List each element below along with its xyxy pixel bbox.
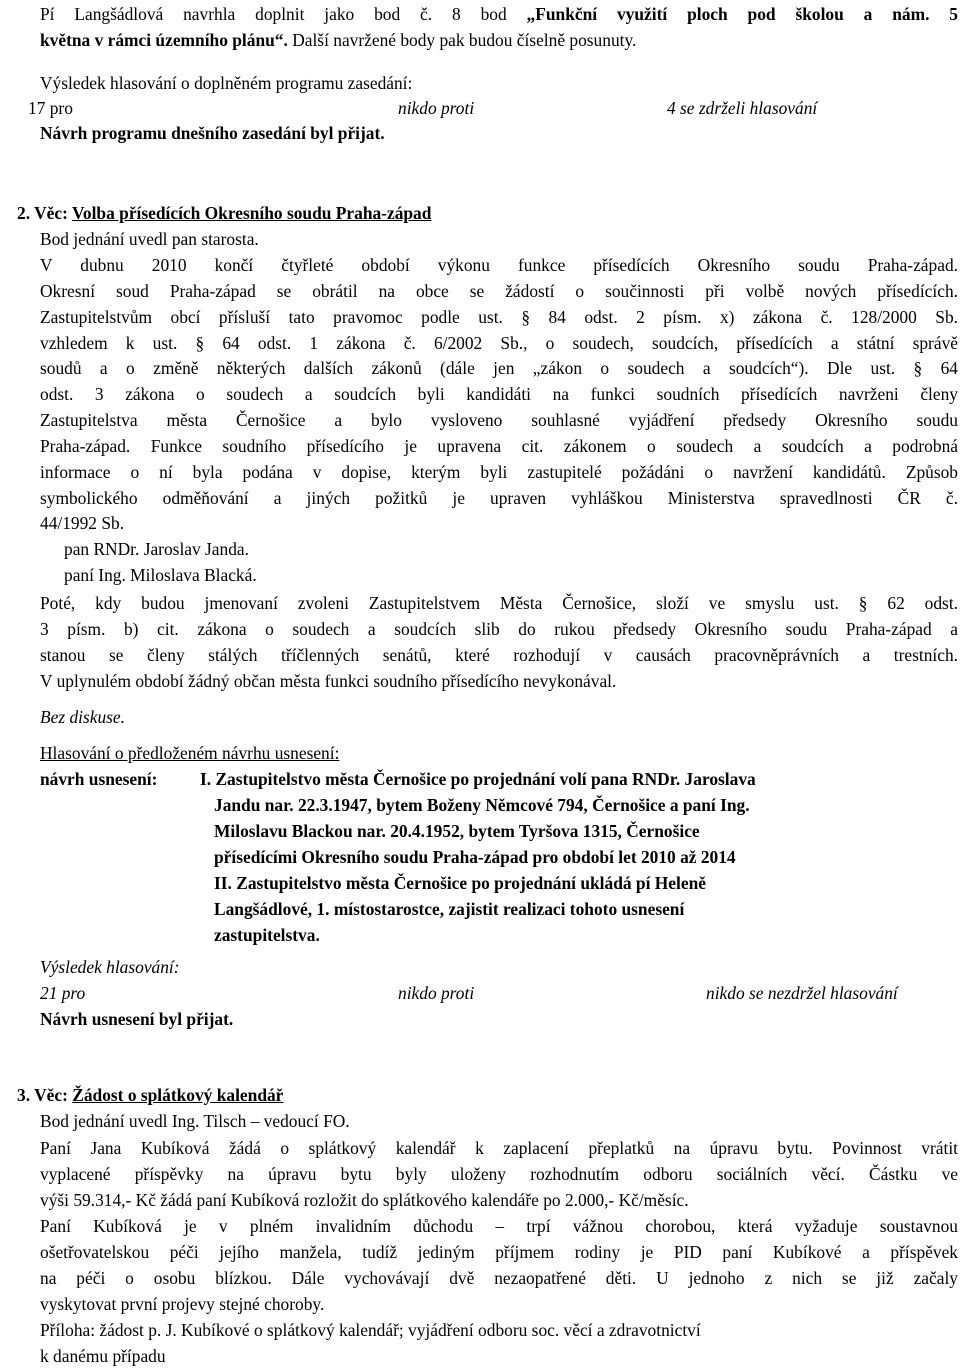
item2-body-line: Zastupitelstva města Černošice a bylo vysloveno souhlasné vyjádření předsedy Okresního soudu (40, 410, 958, 430)
item2-resolution-line: I. Zastupitelstvo města Černošice po projednání volí pana RNDr. Jaroslava (200, 769, 756, 789)
item3-para2-line: ošetřovatelskou péči jejího manžela, tudíž jediným příjmem rodiny je PID paní Kubíkové a příspěvek (40, 1242, 958, 1262)
item2-presenter: Bod jednání uvedl pan starosta. (40, 229, 259, 249)
item2-vote-against: nikdo proti (398, 983, 475, 1003)
item3-para1-line: vyplacené příspěvky na úpravu bytu byly uloženy rozhodnutím odboru sociálních věcí. Částku ve (40, 1164, 958, 1184)
item2-oath-line: stanou se členy stálých tříčlenných senátů, které rozhodují v causách pracovněprávních a trestních. (40, 645, 958, 665)
item2-body-line: informace o ní byla podána v dopise, kterým byli zastupitelé požádáni o navržení kandidátů. Způsob (40, 462, 958, 482)
item2-candidate: paní Ing. Miloslava Blacká. (64, 565, 257, 585)
intro-line-2 (40, 28, 636, 54)
item3-attachment-line: k danému případu (40, 1346, 166, 1366)
item2-body-line: Praha-západ. Funkce soudního přísedícího je upravena cit. zákonem o soudech a soudcích a podrobná (40, 436, 958, 456)
item2-body-line: vzhledem k ust. § 64 odst. 1 zákona č. 6/2002 Sb., o soudech, soudcích, přísedících a státní správě (40, 333, 958, 353)
item2-body-line: Zastupitelstvům obcí přísluší tato pravomoc podle ust. § 84 odst. 2 písm. x) zákona č. 128/2000 Sb. (40, 307, 958, 327)
item2-vote-abstain: nikdo se nezdržel hlasování (706, 983, 898, 1003)
item2-oath-line: Poté, kdy budou jmenovaní zvoleni Zastupitelstvem Města Černošice, složí ve smyslu ust. § 62 odst. (40, 593, 958, 613)
item2-body-line: V dubnu 2010 končí čtyřleté období výkonu funkce přísedících Okresního soudu Praha-západ. (40, 255, 958, 275)
item2-vote-result-heading: Výsledek hlasování: (40, 957, 180, 977)
item2-oath-line: V uplynulém období žádný občan města funkci soudního přísedícího nevykonával. (40, 671, 617, 691)
item2-resolution-line: přísedícími Okresního soudu Praha-západ pro období let 2010 až 2014 (214, 847, 736, 867)
item2-body-line: 44/1992 Sb. (40, 513, 125, 533)
item2-body-line: odst. 3 zákona o soudech a soudcích byli kandidáti na funkci soudních přísedících navrženi členy (40, 384, 958, 404)
intro-proposed-item-part-2: května v rámci územního plánu“. (40, 30, 288, 50)
item2-body-line: soudů a o změně některých dalších zákonů (dále jen „zákon o soudech a soudcích“). Dle ust. § 64 (40, 358, 958, 378)
item3-number: 3. (17, 1085, 31, 1105)
item3-para1-line: výši 59.314,- Kč žádá paní Kubíková rozložit do splátkového kalendáře po 2.000,- Kč/měsíc. (40, 1190, 689, 1210)
intro-line-1 (40, 2, 958, 28)
intro-vote-abstain: 4 se zdrželi hlasování (667, 98, 818, 118)
intro-vote-heading: Výsledek hlasování o doplněném programu zasedání: (40, 73, 413, 93)
item2-vote-for: 21 pro (40, 983, 86, 1003)
item2-resolution-line: zastupitelstva. (214, 925, 320, 945)
item2-oath-line: 3 písm. b) cit. zákona o soudech a soudcích slib do rukou předsedy Okresního soudu Praha-západ a (40, 619, 958, 639)
item2-resolution-line: Langšádlové, 1. místostarostce, zajistit realizaci tohoto usnesení (214, 899, 685, 919)
item3-presenter: Bod jednání uvedl Ing. Tilsch – vedoucí FO. (40, 1111, 350, 1131)
item2-body-line: symbolického odměňování a jiných požitků je upraven vyhláškou Ministerstva spravedlnosti ČR č. (40, 488, 958, 508)
item3-heading (17, 1083, 283, 1109)
item3-title: Žádost o splátkový kalendář (72, 1085, 284, 1105)
item2-resolution-line: II. Zastupitelstvo města Černošice po projednání ukládá pí Heleně (214, 873, 706, 893)
item2-resolution-line: Jandu nar. 22.3.1947, bytem Boženy Němcové 794, Černošice a paní Ing. (214, 795, 750, 815)
item2-heading (17, 201, 431, 227)
intro-vote-against: nikdo proti (398, 98, 475, 118)
item2-resolution-label: návrh usnesení: (40, 769, 158, 789)
item2-number: 2. (17, 203, 31, 223)
item2-candidate: pan RNDr. Jaroslav Janda. (64, 539, 249, 559)
intro-result: Návrh programu dnešního zasedání byl přijat. (40, 123, 385, 143)
item2-discussion: Bez diskuse. (40, 707, 126, 727)
item2-label: Věc: (34, 203, 68, 223)
item3-para1-line: Paní Jana Kubíková žádá o splátkový kalendář k zaplacení přeplatků na úpravu bytu. Povinnost vrátit (40, 1138, 958, 1158)
intro-proposed-item-part-1: „Funkční využití ploch pod školou a nám. 5 (526, 4, 958, 24)
item3-attachment-line: Příloha: žádost p. J. Kubíkové o splátkový kalendář; vyjádření odboru soc. věcí a zdravotnictví (40, 1320, 701, 1340)
intro-line-2-text: Další navržené body pak budou číselně posunuty. (287, 30, 637, 50)
item2-vote-heading: Hlasování o předloženém návrhu usnesení: (40, 743, 340, 763)
item3-para2-line: vyskytovat první projevy stejné choroby. (40, 1294, 325, 1314)
item2-result: Návrh usnesení byl přijat. (40, 1009, 234, 1029)
intro-vote-for: 17 pro (28, 98, 73, 118)
item3-para2-line: Paní Kubíková je v plném invalidním důchodu – trpí vážnou chorobou, která vyžaduje soustavnou (40, 1216, 958, 1236)
item2-title: Volba přísedících Okresního soudu Praha-západ (71, 203, 432, 223)
item2-body-line: Okresní soud Praha-západ se obrátil na obce se žádostí o součinnosti při volbě nových přísedících. (40, 281, 958, 301)
item3-label: Věc: (34, 1085, 68, 1105)
item3-para2-line: na péči o osobu blízkou. Dále vychovávají dvě nezaopatřené děti. U jednoho z nich se již začaly (40, 1268, 958, 1288)
item2-resolution-line: Miloslavu Blackou nar. 20.4.1952, bytem Tyršova 1315, Černošice (214, 821, 700, 841)
intro-line-1-text: Pí Langšádlová navrhla doplnit jako bod č. 8 bod (40, 4, 527, 24)
